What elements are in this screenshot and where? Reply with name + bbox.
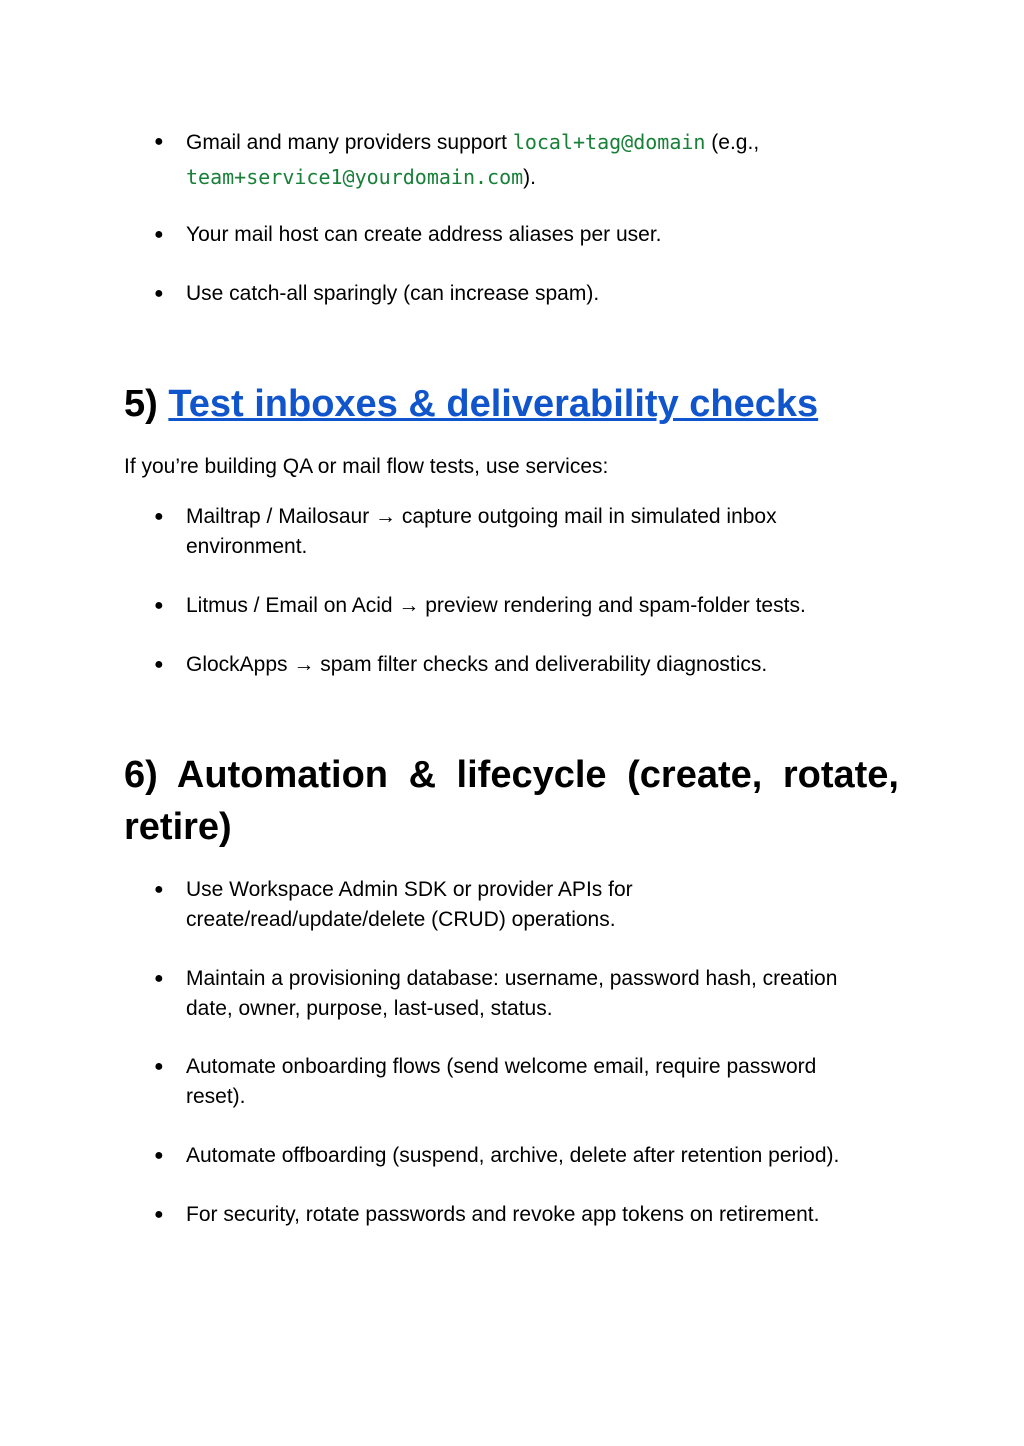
list-item: ● Litmus / Email on Acid → preview rendering and spam-folder tests.: [186, 591, 886, 621]
list-item: ● Use Workspace Admin SDK or provider APIs for create/read/update/delete (CRUD) operations.: [186, 875, 686, 934]
list-item: ● Your mail host can create address aliases per user.: [186, 220, 886, 250]
list-item: ● Automate offboarding (suspend, archive, delete after retention period).: [186, 1141, 886, 1171]
heading-link[interactable]: Test inboxes & deliverability checks: [168, 383, 819, 425]
section-heading-6: 6) Automation & lifecycle (create, rotate, retire): [124, 754, 899, 848]
item-text: ).: [523, 166, 536, 189]
inline-code: local+tag@domain: [512, 130, 706, 154]
list-item: [186, 125, 826, 195]
list-item: ● Mailtrap / Mailosaur → capture outgoing mail in simulated inbox environment.: [186, 502, 826, 561]
list-item: ● GlockApps → spam filter checks and deliverability diagnostics.: [186, 650, 886, 680]
list-item: ● Automate onboarding flows (send welcome email, require password reset).: [186, 1052, 866, 1111]
section-heading-5: [124, 378, 818, 430]
item-text: (e.g.,: [705, 131, 760, 154]
heading-number: 5): [124, 383, 169, 425]
list-item: ● Use catch-all sparingly (can increase spam).: [186, 279, 886, 309]
list-item: ● For security, rotate passwords and revoke app tokens on retirement.: [186, 1200, 886, 1230]
inline-code: team+service1@yourdomain.com: [186, 165, 524, 189]
item-text: Gmail and many providers support: [186, 131, 513, 154]
list-item: ● Maintain a provisioning database: username, password hash, creation date, owner, purpose, last-used, status.: [186, 964, 886, 1023]
paragraph: If you’re building QA or mail flow tests, use services:: [124, 455, 609, 478]
